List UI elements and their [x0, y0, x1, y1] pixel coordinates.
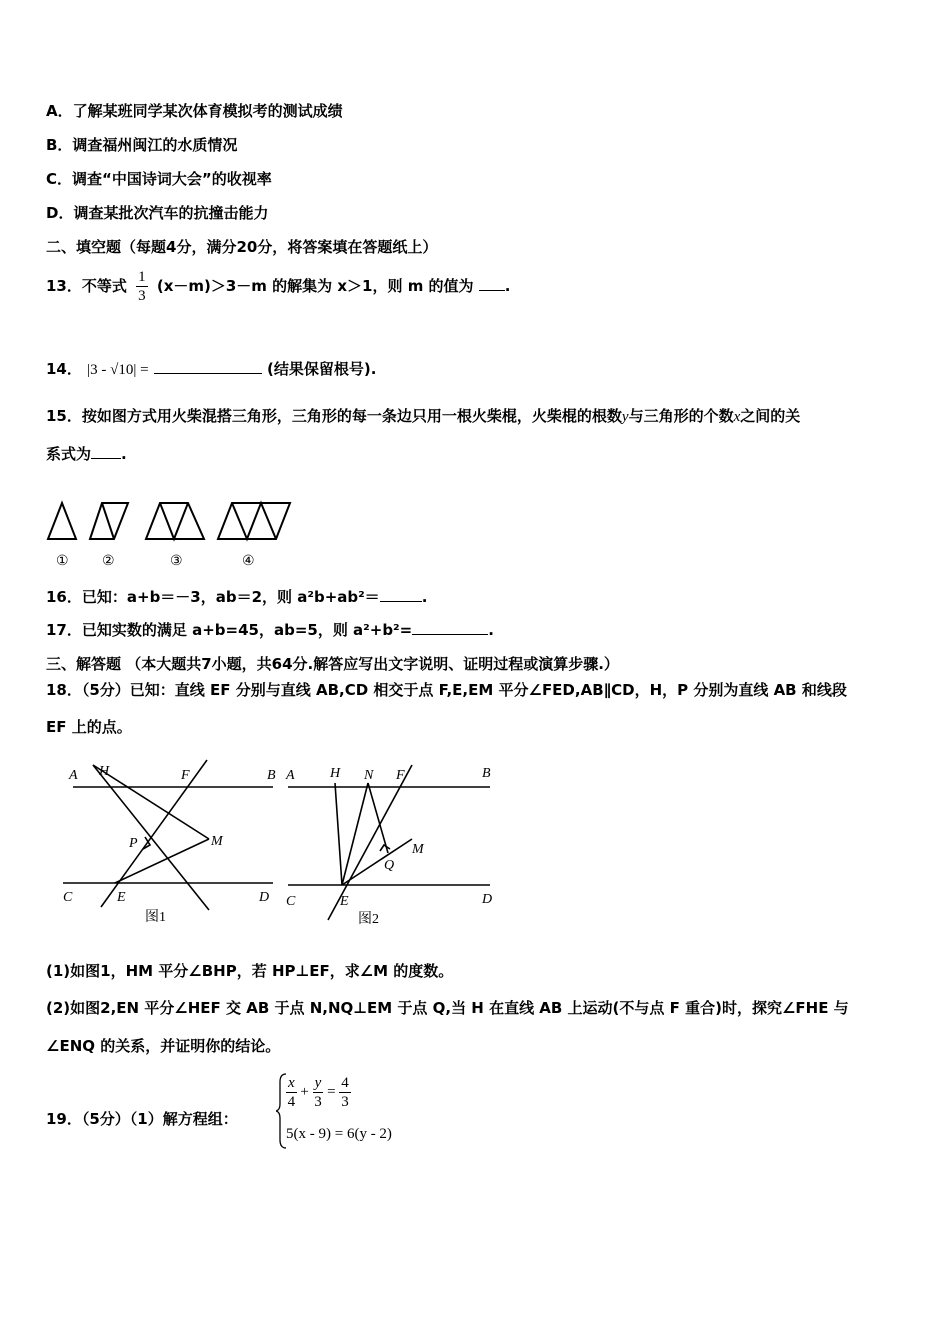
- fig1-label-f: F: [181, 768, 190, 783]
- fig2-label-q: Q: [384, 858, 395, 873]
- q14-number: 14．: [46, 360, 82, 378]
- q14-expression: |3 - √10| =: [87, 362, 149, 378]
- question-15-line2: [46, 444, 127, 464]
- option-d: D．调查某批次汽车的抗撞击能力: [46, 204, 269, 222]
- fig1-label-h: H: [99, 764, 110, 779]
- question-18-part1: (1)如图1，HM 平分∠BHP，若 HP⊥EF，求∠M 的度数。: [46, 962, 454, 980]
- option-c: C．调查“中国诗词大会”的收视率: [46, 170, 272, 188]
- matchstick-triangles-figure: [40, 495, 300, 575]
- fig1-label-p: P: [129, 836, 138, 851]
- geometry-figure-2: [280, 755, 500, 930]
- fig1-label-m: M: [211, 834, 223, 849]
- fig2-label-b: B: [482, 766, 491, 781]
- fig2-label-a: A: [286, 768, 295, 783]
- equation-1: $\frac{x}{4}$ + $\frac{y}{3}$ = $\frac{4}{3}$: [287, 1075, 349, 1110]
- fig2-label-h: H: [330, 766, 341, 781]
- equation-2: 5(x - 9) = 6(y - 2): [286, 1126, 392, 1142]
- fig2-label-c: C: [286, 894, 296, 909]
- q13-fraction-den: 3: [138, 288, 146, 304]
- eq1-frac-right: $\frac{4}{3}$: [341, 1075, 349, 1110]
- fig2-label-d: D: [482, 892, 493, 907]
- fig1-caption: 图1: [145, 910, 166, 925]
- q13-answer-blank: [479, 276, 505, 291]
- question-17: [46, 620, 494, 640]
- section-3-heading: 三、解答题 （本大题共7小题，共64分.解答应写出文字说明、证明过程或演算步骤.）: [46, 655, 619, 673]
- q15-answer-blank: [91, 444, 121, 459]
- q15-text-c: 之间的关: [740, 407, 801, 425]
- q15-var-x: x: [733, 409, 741, 425]
- eq1-frac-x: $\frac{x}{4}$: [287, 1075, 296, 1110]
- equation-system: [276, 1072, 446, 1152]
- q16-text: 16．已知：a+b＝－3，ab＝2，则 a²b+ab²＝: [46, 588, 380, 606]
- q13-text: (x－m)＞3－m 的解集为 x＞1，则 m 的值为: [156, 277, 474, 295]
- q13-fraction-num: 1: [138, 269, 146, 285]
- q16-end: .: [421, 588, 428, 606]
- q15-text-b: 与三角形的个数: [628, 407, 734, 425]
- option-a: A．了解某班同学某次体育模拟考的测试成绩: [46, 102, 343, 120]
- figure-label-4: ④: [242, 554, 255, 569]
- question-18-part2-line1: (2)如图2,EN 平分∠HEF 交 AB 于点 N,NQ⊥EM 于点 Q,当 H 在直线 AB 上运动(不与点 F 重合)时，探究∠FHE 与: [46, 999, 849, 1017]
- q15-line2-text: 系式为: [46, 445, 92, 463]
- question-19: 19．（5分）（1）解方程组：: [46, 1110, 238, 1128]
- q14-answer-blank: [154, 359, 262, 374]
- fig2-caption: 图2: [358, 912, 379, 927]
- fig1-label-d: D: [259, 890, 270, 905]
- option-b: B．调查福州闽江的水质情况: [46, 136, 238, 154]
- figure-label-3: ③: [170, 554, 183, 569]
- q15-text-a: 15．按如图方式用火柴混搭三角形，三角形的每一条边只用一根火柴棍，火柴棍的根数: [46, 407, 622, 425]
- question-13: [46, 268, 511, 305]
- q15-end: .: [121, 445, 127, 463]
- eq1-frac-y: $\frac{y}{3}$: [314, 1075, 322, 1110]
- question-14: [46, 359, 376, 380]
- fig1-label-b: B: [267, 768, 276, 783]
- fig1-label-a: A: [69, 768, 78, 783]
- q17-text: 17．已知实数的满足 a+b=45，ab=5，则 a²+b²=: [46, 621, 413, 639]
- question-15-line1: [46, 406, 800, 427]
- fig2-label-f: F: [396, 768, 405, 783]
- q13-fraction: [136, 268, 148, 305]
- fig2-label-n: N: [364, 768, 374, 783]
- q14-tail: (结果保留根号).: [267, 360, 377, 378]
- q13-number: 13．不等式: [46, 277, 127, 295]
- question-16: [46, 587, 427, 607]
- section-2-heading: 二、填空题（每题4分，满分20分，将答案填在答题纸上）: [46, 238, 438, 256]
- fig1-label-c: C: [63, 890, 73, 905]
- q17-end: .: [488, 621, 494, 639]
- fig2-label-e: E: [340, 894, 349, 909]
- figure-label-1: ①: [56, 554, 69, 569]
- q16-answer-blank: [380, 587, 422, 602]
- fig2-label-m: M: [412, 842, 424, 857]
- fig1-label-e: E: [117, 890, 126, 905]
- question-18-part2-line2: ∠ENQ 的关系，并证明你的结论。: [46, 1037, 281, 1055]
- q17-answer-blank: [412, 620, 488, 635]
- question-18-line2: EF 上的点。: [46, 718, 132, 736]
- figure-label-2: ②: [102, 554, 115, 569]
- q13-end: .: [504, 277, 511, 295]
- question-18-line1: 18．（5分）已知：直线 EF 分别与直线 AB,CD 相交于点 F,E,EM 平分∠FED,AB∥CD，H，P 分别为直线 AB 和线段: [46, 681, 847, 699]
- geometry-figure-1: [55, 755, 285, 930]
- q15-var-y: y: [621, 409, 629, 425]
